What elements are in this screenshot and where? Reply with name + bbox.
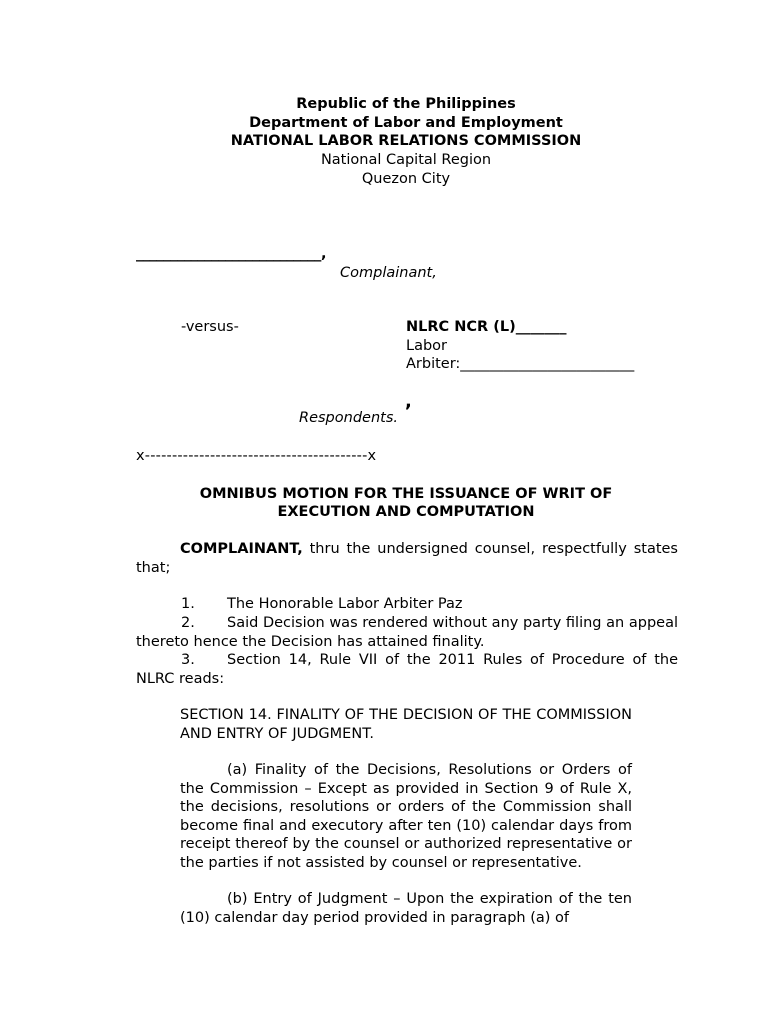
list-item: 2. Said Decision was rendered without any party filing an appeal thereto hence the Decision has attained finality. xyxy=(136,615,678,650)
quote-paragraph-b: (b) Entry of Judgment – Upon the expiration of the ten (10) calendar day period provided in paragraph (a) of xyxy=(180,891,632,926)
header-republic: Republic of the Philippines xyxy=(296,96,516,112)
header-commission: NATIONAL LABOR RELATIONS COMMISSION xyxy=(230,133,582,149)
intro-paragraph xyxy=(136,540,678,577)
case-number: NLRC NCR (L)_______ xyxy=(406,319,567,335)
complainant-label: Complainant, xyxy=(340,265,437,281)
header-city: Quezon City xyxy=(361,171,451,187)
header-region: National Capital Region xyxy=(320,152,492,168)
labor-arbiter-line: Arbiter:________________________ xyxy=(406,356,635,372)
respondents-comma: , xyxy=(405,391,412,412)
versus-label: -versus- xyxy=(181,319,239,335)
quote-paragraph-a: (a) Finality of the Decisions, Resolutions or Orders of the Commission – Except as provided in Section 9 of Rule X, the decisions, resolutions or orders of the Commission shall become final and executory after ten (10) calendar days from receipt thereof by the counsel or authorized representative or the parties if not assisted by counsel or representative. xyxy=(180,762,632,871)
respondents-label: Respondents. xyxy=(299,410,398,426)
motion-title-line1: OMNIBUS MOTION FOR THE ISSUANCE OF WRIT OF xyxy=(199,486,613,502)
quote-heading: SECTION 14. FINALITY OF THE DECISION OF THE COMMISSION AND ENTRY OF JUDGMENT. xyxy=(180,707,632,742)
complainant-blank: ___________________________, xyxy=(136,246,327,262)
header-department: Department of Labor and Employment xyxy=(249,115,563,131)
caption-divider: x-----------------------------------------x xyxy=(136,448,377,464)
labor-arbiter-label: Labor xyxy=(406,338,448,354)
intro-text: thru the undersigned counsel, respectfully states that; xyxy=(136,541,678,576)
intro-lead: COMPLAINANT, xyxy=(180,541,303,557)
list-item: 1. The Honorable Labor Arbiter Paz xyxy=(181,596,463,612)
motion-title-line2: EXECUTION AND COMPUTATION xyxy=(277,504,535,520)
list-item: 3. Section 14, Rule VII of the 2011 Rules of Procedure of the NLRC reads: xyxy=(136,652,678,687)
